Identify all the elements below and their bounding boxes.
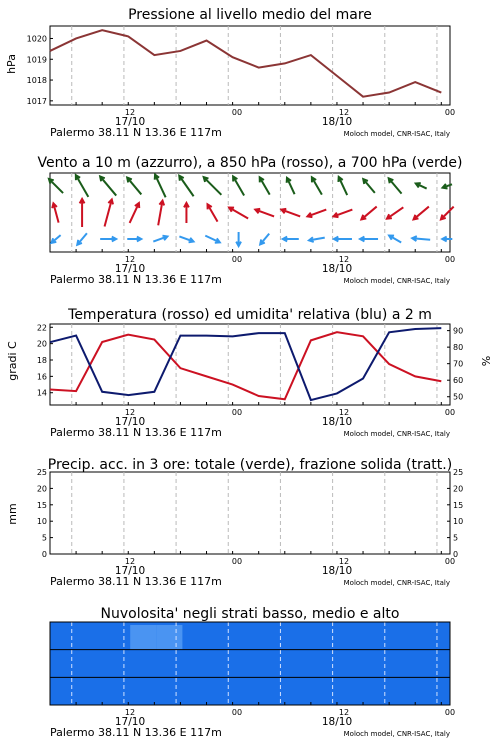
time-tick-label: 12 (338, 255, 350, 264)
wind-frame (50, 173, 450, 252)
time-tick-label: 00 (444, 255, 456, 264)
pressure-ytick-label: 1019 (26, 55, 47, 65)
wind-arrow-700 (312, 177, 322, 194)
precip-ytick-label: 10 (36, 517, 47, 527)
time-tick-label: 12 (338, 708, 350, 717)
time-tick-label: 12 (338, 557, 350, 566)
pressure-ytick-label: 1017 (26, 96, 47, 106)
model-credit: Moloch model, CNR-ISAC, Italy (343, 579, 450, 587)
cloud-background (50, 622, 450, 705)
time-tick-label: 00 (231, 557, 243, 566)
temp-ytick-label: 18 (36, 356, 47, 365)
rh-ytick-label: 60 (453, 376, 464, 386)
model-credit: Moloch model, CNR-ISAC, Italy (343, 730, 450, 738)
precip-ytick-label-right: 10 (453, 517, 464, 527)
model-credit: Moloch model, CNR-ISAC, Italy (343, 430, 450, 438)
model-credit: Moloch model, CNR-ISAC, Italy (343, 130, 450, 138)
time-tick-label: 12 (124, 557, 136, 566)
precip-ytick-label: 20 (36, 484, 47, 494)
date-label: 18/10 (321, 565, 353, 577)
wind-arrow-10m (77, 233, 87, 244)
precip-frame (50, 472, 450, 554)
rh-ytick-label: 70 (453, 359, 464, 369)
cloud-panel (50, 622, 450, 705)
precip-panel (37, 468, 463, 559)
temp-ytick-label: 16 (36, 372, 47, 382)
wind-arrow-850 (208, 204, 218, 221)
location-label: Palermo 38.11 N 13.36 E 117m (50, 726, 222, 739)
rh-ylabel: % (480, 355, 493, 367)
wind-panel (49, 173, 454, 252)
time-tick-label: 00 (231, 408, 243, 417)
date-label: 18/10 (321, 116, 353, 128)
precip-ytick-label-right: 5 (453, 533, 459, 543)
pressure-line (50, 30, 441, 97)
wind-arrow-850 (130, 203, 139, 223)
location-label: Palermo 38.11 N 13.36 E 117m (50, 126, 222, 139)
date-label: 18/10 (321, 716, 353, 728)
precip-ytick-label: 0 (41, 550, 47, 559)
cloud-title: Nuvolosita' negli strati basso, medio e alto (100, 606, 400, 622)
temp-ytick-label: 20 (36, 339, 47, 349)
time-tick-label: 12 (124, 408, 136, 417)
pressure-title: Pressione al livello medio del mare (128, 7, 372, 23)
wind-arrow-700 (339, 177, 347, 195)
date-label: 17/10 (114, 716, 146, 728)
wind-arrow-850 (414, 207, 429, 220)
date-label: 17/10 (114, 263, 146, 275)
cloud-cell-alto (156, 625, 182, 650)
time-tick-label: 12 (124, 708, 136, 717)
time-tick-label: 00 (444, 557, 456, 566)
location-label: Palermo 38.11 N 13.36 E 117m (50, 575, 222, 588)
wind-arrow-700 (389, 178, 402, 193)
time-tick-label: 12 (338, 408, 350, 417)
temp-ytick-label: 22 (36, 323, 47, 333)
time-tick-label: 12 (124, 255, 136, 264)
wind-arrow-850 (229, 208, 248, 219)
wind-arrow-700 (179, 176, 193, 196)
temp-rh-panel (37, 323, 463, 405)
wind-arrow-700 (49, 179, 63, 193)
precip-ytick-label-right: 15 (453, 500, 464, 510)
wind-arrow-850 (361, 207, 376, 220)
temp-rh-title: Temperatura (rosso) ed umidita' relativa (blu) a 2 m (68, 307, 432, 323)
wind-arrow-850 (105, 199, 112, 226)
pressure-ytick-label: 1018 (26, 76, 47, 86)
date-label: 17/10 (114, 116, 146, 128)
location-label: Palermo 38.11 N 13.36 E 117m (50, 426, 222, 439)
wind-title: Vento a 10 m (azzurro), a 850 hPa (rosso), a 700 hPa (verde) (37, 155, 463, 171)
precip-ytick-label-right: 25 (453, 468, 464, 477)
wind-arrow-700 (76, 175, 89, 197)
time-tick-label: 00 (444, 408, 456, 417)
pressure-ylabel: hPa (5, 54, 18, 74)
rh-ytick-label: 80 (453, 343, 464, 353)
wind-arrow-700 (127, 178, 141, 195)
precip-ytick-label-right: 20 (453, 484, 464, 494)
time-tick-label: 00 (444, 708, 456, 717)
date-label: 17/10 (114, 416, 146, 428)
wind-arrow-700 (260, 177, 270, 194)
time-tick-label: 00 (444, 108, 456, 117)
wind-arrow-850 (441, 207, 454, 220)
wind-arrow-700 (233, 176, 244, 195)
pressure-ytick-label: 1020 (26, 34, 47, 44)
temp-ytick-label: 14 (36, 388, 47, 398)
time-tick-label: 00 (231, 255, 243, 264)
wind-arrow-700 (155, 175, 166, 198)
location-label: Palermo 38.11 N 13.36 E 117m (50, 273, 222, 286)
time-tick-label: 00 (231, 708, 243, 717)
wind-arrow-700 (100, 176, 116, 195)
date-label: 18/10 (321, 263, 353, 275)
time-tick-label: 12 (124, 108, 136, 117)
precip-ytick-label: 5 (41, 533, 47, 543)
wind-arrow-700 (204, 177, 222, 195)
precip-ytick-label: 25 (36, 468, 47, 477)
pressure-panel (27, 26, 450, 106)
time-tick-label: 12 (338, 108, 350, 117)
cloud-cell-alto (130, 625, 156, 650)
date-label: 18/10 (321, 416, 353, 428)
precip-ytick-label: 15 (36, 500, 47, 510)
temp-ylabel: gradi C (6, 341, 19, 381)
wind-arrow-850 (387, 207, 403, 218)
time-tick-label: 00 (231, 108, 243, 117)
precip-title: Precip. acc. in 3 ore: totale (verde), frazione solida (tratt.) (47, 457, 453, 473)
rh-ytick-label: 90 (453, 326, 464, 336)
precip-ylabel: mm (6, 503, 19, 525)
rh-ytick-label: 50 (453, 392, 464, 402)
date-label: 17/10 (114, 565, 146, 577)
model-credit: Moloch model, CNR-ISAC, Italy (343, 277, 450, 285)
wind-arrow-700 (363, 179, 375, 193)
precip-ytick-label-right: 0 (453, 550, 459, 559)
